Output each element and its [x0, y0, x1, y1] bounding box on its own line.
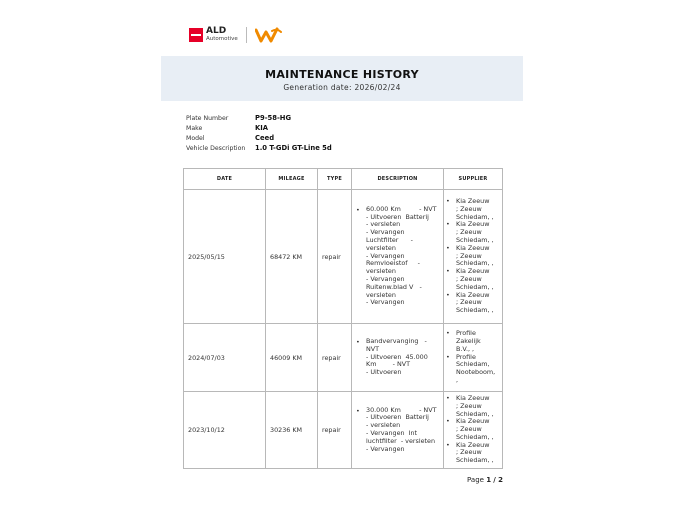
supplier-item: • Kia Zeeuw ; Zeeuw Schiedam, ,	[446, 267, 494, 291]
cell-date: 2024/07/03	[184, 324, 266, 392]
generation-date: Generation date: 2026/02/24	[283, 83, 401, 92]
bullet-icon: •	[446, 243, 450, 252]
leaseplan-logo-icon	[255, 27, 283, 43]
make-label: Make	[186, 124, 203, 132]
description-text: 60.000 Km - NVT - Uitvoeren Batterij - versleten - Vervangen Luchtfilter - versleten - Vervangen Remvloeistof - versleten - Vervangen Ruitenw.blad V - versleten - Vervangen	[366, 204, 437, 307]
cell-description	[352, 190, 444, 324]
supplier-item: • Kia Zeeuw ; Zeeuw Schiedam, ,	[446, 440, 494, 465]
bullet-icon: •	[446, 197, 450, 206]
page-title: MAINTENANCE HISTORY	[265, 68, 419, 81]
table-row	[184, 190, 503, 324]
header-logos	[189, 26, 283, 44]
cell-description	[352, 324, 444, 392]
col-header-supplier: SUPPLIER	[444, 169, 503, 190]
bullet-icon: •	[356, 338, 360, 346]
supplier-item: • Kia Zeeuw ; Zeeuw Schiedam, ,	[446, 290, 494, 315]
description-text: Bandvervanging - NVT - Uitvoeren 45.000 Km - NVT - Uitvoeren	[366, 337, 428, 377]
logo-divider	[246, 27, 247, 43]
description-text: 30.000 Km - NVT - Uitvoeren Batterij - versleten - Vervangen Int luchtfilter - versleten - Vervangen	[366, 405, 437, 453]
bullet-icon: •	[446, 290, 450, 299]
supplier-item: • Profile Zakelijk B.V., ,	[446, 329, 481, 353]
bullet-icon: •	[446, 329, 450, 338]
cell-mileage: 68472 KM	[266, 190, 318, 324]
cell-type: repair	[318, 190, 352, 324]
table-row	[184, 324, 503, 392]
vehicle-description-value: 1.0 T-GDi GT-Line 5d	[255, 144, 332, 152]
ald-logo-name: ALD	[206, 26, 227, 37]
supplier-item: • Kia Zeeuw ; Zeeuw Schiedam, ,	[446, 417, 494, 441]
col-header-date: DATE	[184, 169, 266, 190]
bullet-icon: •	[446, 352, 450, 361]
vehicle-info-row	[186, 123, 332, 133]
vehicle-info-row	[186, 143, 332, 153]
page-separator: /	[493, 476, 496, 484]
page-total: 2	[498, 476, 503, 484]
col-header-type: TYPE	[318, 169, 352, 190]
ald-logo-mark	[189, 28, 203, 42]
cell-type: repair	[318, 324, 352, 392]
vehicle-info-row	[186, 133, 332, 143]
title-band	[161, 56, 523, 101]
cell-supplier	[444, 190, 503, 324]
bullet-icon: •	[446, 440, 450, 449]
bullet-icon: •	[446, 220, 450, 229]
bullet-icon: •	[356, 406, 360, 415]
page-label: Page	[467, 476, 484, 484]
table-header-row	[184, 169, 503, 190]
cell-date: 2023/10/12	[184, 392, 266, 469]
cell-supplier	[444, 392, 503, 469]
vehicle-info-row	[186, 113, 332, 123]
vehicle-info	[186, 113, 332, 153]
model-value: Ceed	[255, 134, 275, 142]
supplier-item: • Kia Zeeuw ; Zeeuw Schiedam, ,	[446, 393, 494, 418]
page-current: 1	[486, 476, 492, 484]
supplier-item: • Profile Schiedam, Nooteboom, ,	[446, 352, 496, 384]
supplier-item: • Kia Zeeuw ; Zeeuw Schiedam, ,	[446, 220, 494, 244]
cell-date: 2025/05/15	[184, 190, 266, 324]
col-header-description: DESCRIPTION	[352, 169, 444, 190]
table-row	[184, 392, 503, 469]
bullet-icon: •	[446, 393, 450, 402]
bullet-icon: •	[356, 205, 360, 214]
plate-number-label: Plate Number	[186, 114, 229, 122]
cell-supplier	[444, 324, 503, 392]
plate-number-value: P9-58-HG	[255, 114, 292, 122]
cell-mileage: 46009 KM	[266, 324, 318, 392]
supplier-item: • Kia Zeeuw ; Zeeuw Schiedam, ,	[446, 243, 494, 268]
cell-type: repair	[318, 392, 352, 469]
bullet-icon: •	[446, 267, 450, 276]
page-number	[467, 476, 503, 484]
cell-description	[352, 392, 444, 469]
col-header-mileage: MILEAGE	[266, 169, 318, 190]
make-value: KIA	[255, 124, 269, 132]
ald-logo-sub: Automotive	[206, 36, 238, 43]
model-label: Model	[186, 134, 205, 142]
ald-logo-text	[206, 27, 238, 43]
vehicle-description-label: Vehicle Description	[186, 144, 246, 152]
bullet-icon: •	[446, 417, 450, 426]
cell-mileage: 30236 KM	[266, 392, 318, 469]
supplier-item: • Kia Zeeuw ; Zeeuw Schiedam, ,	[446, 197, 494, 221]
maintenance-table	[183, 168, 503, 469]
